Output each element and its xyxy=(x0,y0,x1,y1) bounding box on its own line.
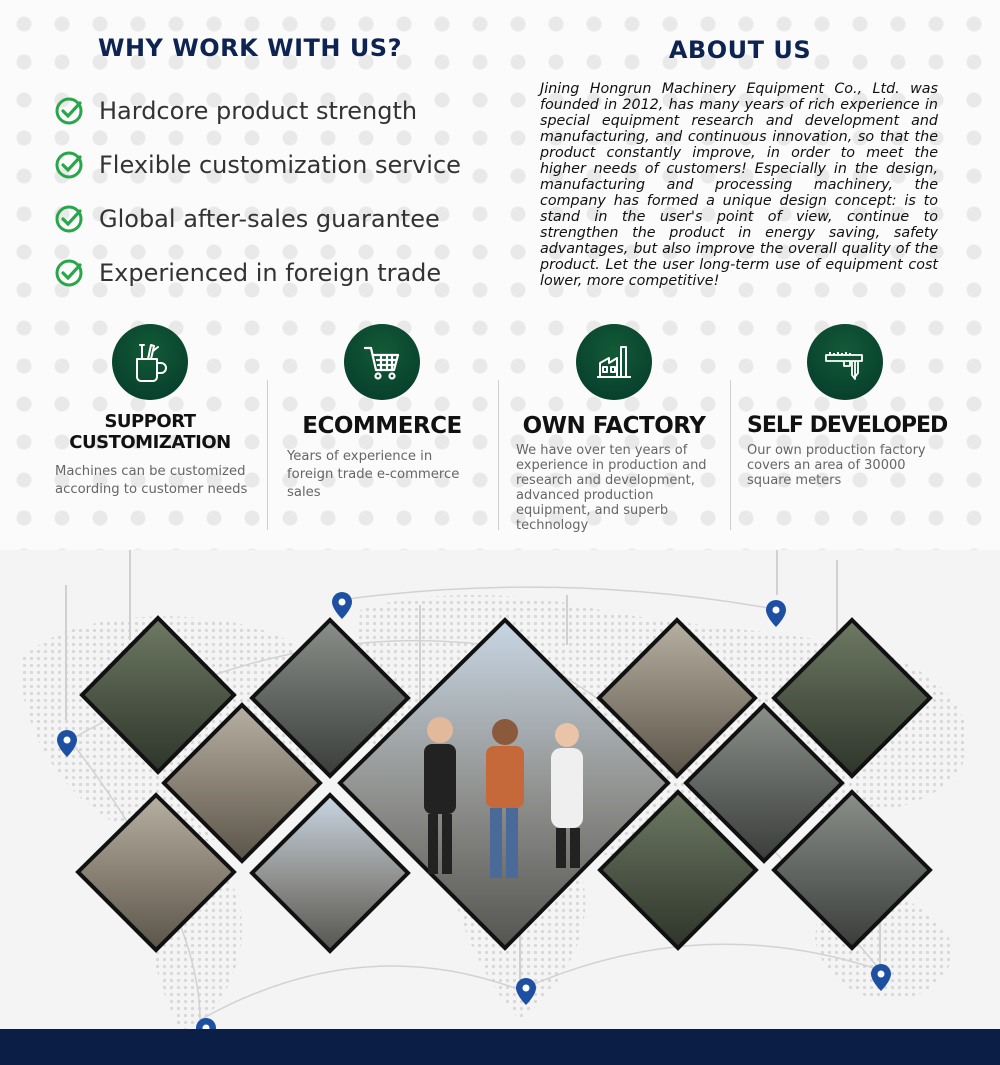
map-graphic xyxy=(0,550,1000,1030)
why-item xyxy=(54,192,461,246)
feature-title: SELF DEVELOPED xyxy=(747,413,948,438)
why-item xyxy=(54,84,461,138)
map-pin-icon xyxy=(332,592,352,619)
feature-title: ECOMMERCE xyxy=(302,413,462,439)
feature-desc: Our own production factory covers an area of 30000 square meters xyxy=(747,443,926,488)
check-circle-icon xyxy=(54,258,84,288)
about-text: Jining Hongrun Machinery Equipment Co., Ltd. was founded in 2012, has many years of rich experience in special equipment research and development and manufacturing, and continuous innovation, so that the product constantly improve, in order to meet the higher needs of customers! Especially in the design, manufacturing and processing machinery, the company has formed a unique design concept: is to stand in the user's point of view, continue to strengthen the product in energy saving, safety advantages, but also improve the overall quality of the product. Let the user long-term use of equipment cost lower, more competitive! xyxy=(540,81,938,289)
why-item-label: Experienced in foreign trade xyxy=(99,259,442,287)
why-item xyxy=(54,246,461,300)
tools-icon xyxy=(112,324,188,400)
factory-icon xyxy=(576,324,652,400)
divider xyxy=(267,380,268,530)
map-pin-icon xyxy=(766,600,786,627)
feature-title: OWN FACTORY xyxy=(522,413,706,439)
feature-title-line1: SUPPORT xyxy=(104,411,196,432)
check-circle-icon xyxy=(54,150,84,180)
check-circle-icon xyxy=(54,204,84,234)
why-item-label: Hardcore product strength xyxy=(99,97,418,125)
divider xyxy=(730,380,731,530)
about-title: ABOUT US xyxy=(668,36,812,64)
caliper-icon xyxy=(807,324,883,400)
why-list xyxy=(54,84,461,300)
cart-icon xyxy=(344,324,420,400)
feature-title-line2: CUSTOMIZATION xyxy=(69,432,231,453)
check-circle-icon xyxy=(54,96,84,126)
feature-desc: We have over ten years of experience in production and research and development, advanced production equipment, and superb technology xyxy=(516,443,707,533)
feature-customization xyxy=(55,324,265,499)
footer-bar xyxy=(0,1029,1000,1065)
feature-desc: Machines can be customized according to customer needs xyxy=(55,464,248,497)
feature-desc: Years of experience in foreign trade e-commerce sales xyxy=(287,449,460,500)
feature-ecommerce xyxy=(287,324,497,502)
feature-self-developed xyxy=(747,324,957,488)
feature-title xyxy=(55,411,245,453)
divider xyxy=(498,380,499,530)
why-item-label: Global after-sales guarantee xyxy=(99,205,440,233)
feature-factory xyxy=(516,324,726,533)
why-item-label: Flexible customization service xyxy=(99,151,461,179)
world-map-collage xyxy=(0,550,1000,1030)
why-title: WHY WORK WITH US? xyxy=(98,34,403,62)
why-item xyxy=(54,138,461,192)
